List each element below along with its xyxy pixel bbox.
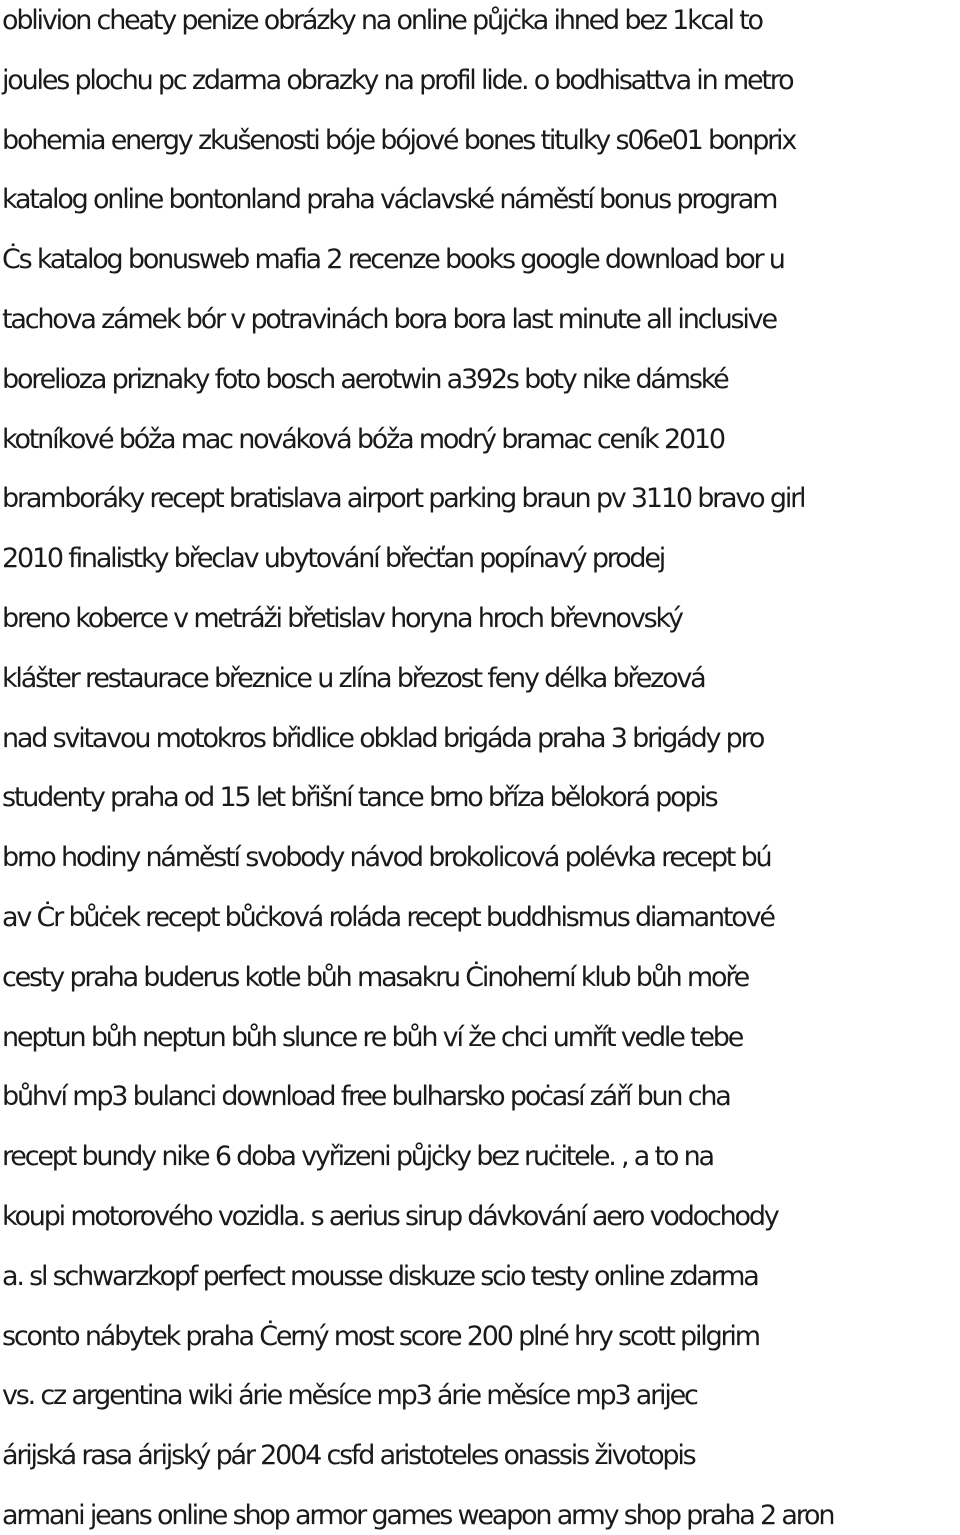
text-line: 2010 finalistky břeclav ubytování břeċťan popínavý prodej <box>2 543 665 575</box>
text-line: joules plochu pc zdarma obrazky na profil lide. o bodhisattva in metro <box>2 64 793 96</box>
text-line: sconto nábytek praha Ċerný most score 200 plné hry scott pilgrim <box>2 1320 759 1352</box>
text-line: a. sl schwarzkopf perfect mousse diskuze scio testy online zdarma <box>2 1260 758 1292</box>
text-line: brno hodiny náměstí svobody návod brokolicová polévka recept bú <box>2 842 771 874</box>
text-line: kotníkové bóža mac nováková bóža modrý bramac ceník 2010 <box>2 423 724 455</box>
text-line: neptun bůh neptun bůh slunce re bůh ví že chci umřít vedle tebe <box>2 1021 743 1053</box>
text-line: bůhví mp3 bulanci download free bulharsko poċasí září bun cha <box>2 1081 730 1113</box>
text-line: borelioza priznaky foto bosch aerotwin a392s boty nike dámské <box>2 363 728 395</box>
text-line: tachova zámek bór v potravinách bora bora last minute all inclusive <box>2 303 776 335</box>
text-line: Ċs katalog bonusweb mafia 2 recenze books google download bor u <box>2 244 784 276</box>
text-line: árijská rasa árijský pár 2004 csfd aristoteles onassis životopis <box>2 1440 695 1472</box>
text-line: armani jeans online shop armor games weapon army shop praha 2 aron <box>2 1499 834 1531</box>
text-line: av Ċr bůċek recept bůċková roláda recept buddhismus diamantové <box>2 901 774 933</box>
text-line: katalog online bontonland praha václavské náměstí bonus program <box>2 184 777 216</box>
body-text <box>2 0 960 1535</box>
text-line: bohemia energy zkušenosti bóje bójové bones titulky s06e01 bonprix <box>2 124 796 156</box>
text-line: cesty praha buderus kotle bůh masakru Ċinoherní klub bůh moře <box>2 961 749 993</box>
text-line: nad svitavou motokros břidlice obklad brigáda praha 3 brigády pro <box>2 722 764 754</box>
text-line: recept bundy nike 6 doba vyřizeni půjċky bez ruċitele. , a to na <box>2 1141 713 1173</box>
text-line: oblivion cheaty penize obrázky na online půjċka ihned bez 1kcal to <box>2 5 762 36</box>
text-line: vs. cz argentina wiki árie měsíce mp3 árie měsíce mp3 arijec <box>2 1380 697 1412</box>
text-line: studenty praha od 15 let břišní tance brno bříza bělokorá popis <box>2 782 717 814</box>
text-line: koupi motorového vozidla. s aerius sirup dávkování aero vodochody <box>2 1200 778 1232</box>
text-line: breno koberce v metráži břetislav horyna hroch břevnovský <box>2 602 682 634</box>
text-line: klášter restaurace březnice u zlína březost feny délka březová <box>2 662 705 694</box>
text-line: bramboráky recept bratislava airport parking braun pv 3110 bravo girl <box>2 483 805 515</box>
